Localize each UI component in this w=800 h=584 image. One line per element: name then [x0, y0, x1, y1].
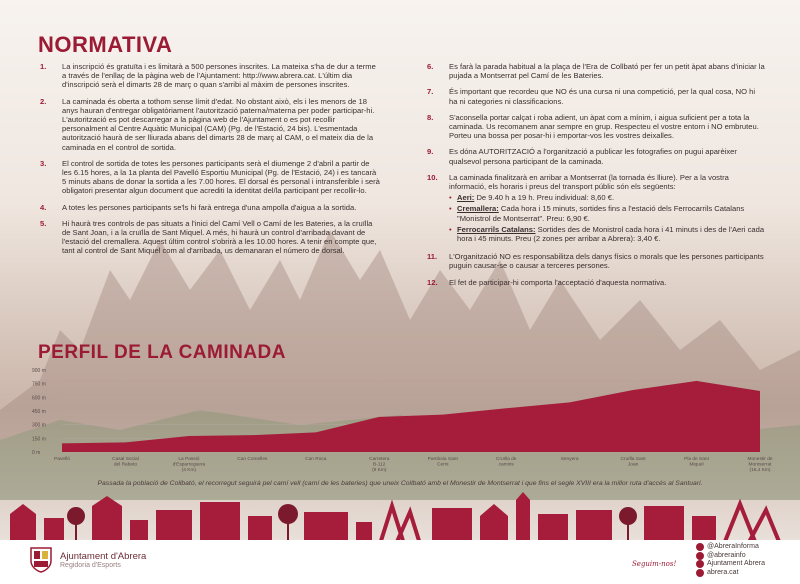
rule-text: El control de sortida de totes les persones participants serà el diumenge 2 d'abril a partir de les 6.15 hores, a la 1a planta del Pavelló Esportiu Municipal (Pg. de l'Estació, 24) i es tancarà 5 minuts abans de donar la sortida a les 7.00 hores. El dorsal és personal i intransferible i serà obligatori presentar algun document que acrediti la identitat del/la participant per recollir-lo. [62, 158, 380, 196]
follow-us-slogan: Seguim-nos! [632, 560, 677, 568]
transport-item [449, 193, 765, 202]
x-tick-label [621, 456, 647, 468]
svg-text:Cerni: Cerni [436, 462, 449, 468]
rule-text: A totes les persones participants se'ls hi farà entrega d'una ampolla d'aigua a la sortida. [62, 202, 357, 212]
rule-text: La inscripció és gratuïta i es limitarà a 500 persones inscrites. La mateixa s'ha de dur a terme a través de l'enllaç de la pàgina web de l'Ajuntament: http://www.abrera.cat. L'últim dia d'inscripció serà el dimarts 28 de març o quan s'arribi al màxim de persones inscrites. [62, 62, 376, 90]
transport-item [449, 225, 765, 243]
rule-number: 4. [40, 202, 47, 212]
elevation-area [62, 381, 760, 452]
x-tick-label [173, 456, 206, 473]
svg-text:Joan: Joan [627, 462, 639, 468]
rule-item [40, 219, 380, 256]
town-skyline-illustration [0, 492, 800, 544]
y-tick-label: 150 m [32, 436, 46, 443]
rule-text: El fet de participar-hi comporta l'acceptació d'aquesta normativa. [449, 277, 667, 287]
svg-text:Can Comelles: Can Comelles [237, 457, 268, 462]
rule-number: 8. [427, 112, 434, 122]
y-tick-label: 450 m [32, 409, 46, 415]
svg-text:Miquel: Miquel [689, 462, 704, 468]
x-tick-label [684, 456, 709, 468]
x-tick-label [112, 456, 139, 468]
svg-text:Can Roca: Can Roca [305, 457, 327, 462]
svg-text:Senyera: Senyera [560, 457, 579, 462]
rule-item [427, 62, 765, 80]
transport-item [449, 204, 765, 222]
twitter-contact[interactable]: @AbreraInforma [696, 543, 765, 552]
rule-item [40, 159, 380, 196]
rule-number: 1. [40, 62, 47, 71]
svg-text:Pamboia Sant: Pamboia Sant [427, 457, 458, 462]
organization-name: Ajuntament d'Abrera [60, 551, 147, 562]
municipal-logo [30, 547, 146, 573]
transport-label: Aeri: [457, 193, 475, 203]
route-caption: Passada la població de Collbató, el recorregut seguirà pel camí vell (camí de les bateries) que uneix Collbató amb el Monestir de Montserrat i que fins el segle XVIII era la millor ruta d'accés al Santuari. [97, 480, 703, 487]
transport-detail: Sortides des de Monistrol cada hora i 41 minuts i des de l'Aeri cada hora i 45 minuts. Preu (2 zones per arribar a Abrera): 3,40 €. [457, 224, 765, 244]
x-tick-label [747, 456, 772, 473]
svg-text:B-112: B-112 [373, 462, 386, 468]
rule-item [427, 147, 765, 165]
rule-number: 5. [40, 218, 47, 228]
y-tick-label: 900 m [32, 368, 46, 374]
rule-text: S'aconsella portar calçat i roba adient, un àpat com a mínim, i aigua suficient per a tota la caminada. Us recomanem anar sempre en grup. Respecteu el vostre entorn i NO embruteu. Porteu una bossa per posar-hi i emportar-vos les vostres deixalles. [449, 112, 759, 141]
facebook-icon [696, 560, 704, 568]
social-contacts [696, 543, 765, 577]
x-tick-label [369, 456, 390, 473]
rule-text: Es farà la parada habitual a la plaça de l'Era de Collbató per fer un petit àpat abans d'iniciar la pujada a Montserrat pel Camí de les Bateries. [449, 62, 765, 81]
svg-text:La Passió: La Passió [178, 457, 200, 462]
svg-text:Casal Social: Casal Social [112, 457, 139, 462]
normativa-title: NORMATIVA [38, 32, 173, 57]
svg-text:(16,4 Km): (16,4 Km) [749, 468, 771, 473]
svg-text:Montserrat: Montserrat [748, 462, 772, 468]
x-tick-label [54, 456, 70, 462]
instagram-contact[interactable]: @abrerainfo [696, 552, 765, 561]
svg-text:(9 Km): (9 Km) [372, 468, 387, 473]
rule-item [427, 278, 765, 287]
bullet-icon: • [449, 204, 452, 214]
right-rules-column [427, 62, 765, 294]
svg-text:Pla de Sant: Pla de Sant [684, 457, 709, 462]
twitter-icon [696, 543, 704, 551]
rule-text: La caminada finalitzarà en arribar a Montserrat (la tornada és lliure). Per a la vostra informació, els horaris i preus del transport públic són els següents: [449, 172, 729, 192]
rule-number: 11. [427, 252, 438, 262]
svg-text:d'Esparreguera: d'Esparreguera [172, 462, 206, 468]
rule-item [427, 252, 765, 270]
rule-number: 12. [427, 277, 438, 287]
x-tick-label [237, 456, 268, 462]
rule-text: Es dóna AUTORITZACIÓ a l'organització a publicar les fotografies on pugui aparèixer qualsevol persona participant de la caminada. [449, 147, 737, 166]
transport-detail: De 9.40 h a 19 h. Preu individual: 8,60 €. [476, 193, 615, 203]
transport-label: Cremallera: [457, 204, 499, 214]
rule-number: 10. [427, 172, 438, 182]
instagram-icon [696, 552, 704, 560]
website-contact[interactable]: abrera.cat [696, 569, 765, 578]
transport-detail: Cada hora i 15 minuts, sortides fins a l'estació dels Ferrocarrils Catalans "Monistrol de Montserrat". Preu: 6,90 €. [457, 204, 745, 223]
rule-number: 2. [40, 96, 47, 106]
rule-text: L'Organització NO es responsabilitza dels danys físics o morals que les persones participants puguin causar-se o causar a terceres persones. [449, 252, 764, 271]
globe-icon [696, 569, 704, 577]
bullet-icon: • [449, 193, 452, 203]
x-tick-label [428, 456, 459, 468]
department-name: Regidoria d'Esports [60, 562, 121, 569]
svg-text:del Rabeto: del Rabeto [113, 462, 138, 468]
rule-number: 3. [40, 158, 47, 168]
rule-item [427, 87, 765, 105]
y-tick-label: 750 m [32, 381, 46, 388]
rule-item [40, 203, 380, 212]
facebook-contact[interactable]: Ajuntament Abrera [696, 560, 765, 569]
x-tick-label [496, 456, 517, 468]
svg-text:Carretera: Carretera [369, 457, 390, 462]
rule-number: 7. [427, 87, 434, 97]
rule-text: La caminada és oberta a tothom sense límit d'edat. No obstant això, els i les menors de 18 anys hauran d'entregar obligatòriament l'autorització paterna/materna per poder participar-hi. L'autorització es pot descarregar a la pàgina web de l'Ajuntament o es pot recollir personalment al Centre Aquàtic Municipal (CAM) (Pg. de l'Estació, 24 bis). L'esmentada autorització haurà de ser lliurada abans del dimarts 28 de març al CAM, o el mateix dia de la caminada en el control de sortida. [62, 96, 375, 152]
rule-item [427, 113, 765, 141]
elevation-profile-chart [30, 366, 773, 482]
profile-title: PERFIL DE LA CAMINADA [38, 342, 286, 363]
svg-text:camins: camins [498, 462, 514, 468]
transport-list [449, 193, 765, 243]
rule-number: 6. [427, 62, 434, 71]
rule-item [40, 97, 380, 152]
x-tick-label [561, 456, 579, 462]
y-tick-label: 600 m [32, 395, 46, 402]
rule-item [427, 173, 765, 245]
y-tick-label: 0 m [32, 450, 41, 456]
svg-text:(4 Km): (4 Km) [181, 468, 197, 473]
transport-label: Ferrocarrils Catalans: [457, 224, 536, 234]
rule-number: 9. [427, 147, 434, 157]
svg-text:Cruïlla Sant: Cruïlla Sant [620, 457, 646, 462]
svg-text:Monestir de: Monestir de [747, 457, 773, 462]
x-tick-label [305, 456, 327, 462]
y-tick-label: 300 m [32, 422, 46, 429]
svg-text:Cruïlla de: Cruïlla de [495, 457, 517, 462]
shield-icon [30, 547, 52, 573]
rule-text: És important que recordeu que NO és una cursa ni una competició, per la qual cosa, NO hi ha ni categories ni classificacions. [449, 87, 756, 106]
svg-text:Pavelló: Pavelló [54, 457, 70, 462]
rule-item [40, 62, 380, 90]
bullet-icon: • [449, 224, 452, 234]
left-rules-column [40, 62, 380, 263]
rule-text: Hi haurà tres controls de pas situats a l'inici del Camí Vell o Camí de les Bateries, a la cruïlla de Sant Joan, i a la cruïlla de Sant Miquel. A més, hi haurà un control d'arribada davant de l'estació del cremallera. Aquest últim control s'obrirà a les 10.00 hores. A tenir en compte que, tant al control de Sant Miquel com al d'arribada, us demanaran el número de dorsal. [62, 218, 377, 256]
